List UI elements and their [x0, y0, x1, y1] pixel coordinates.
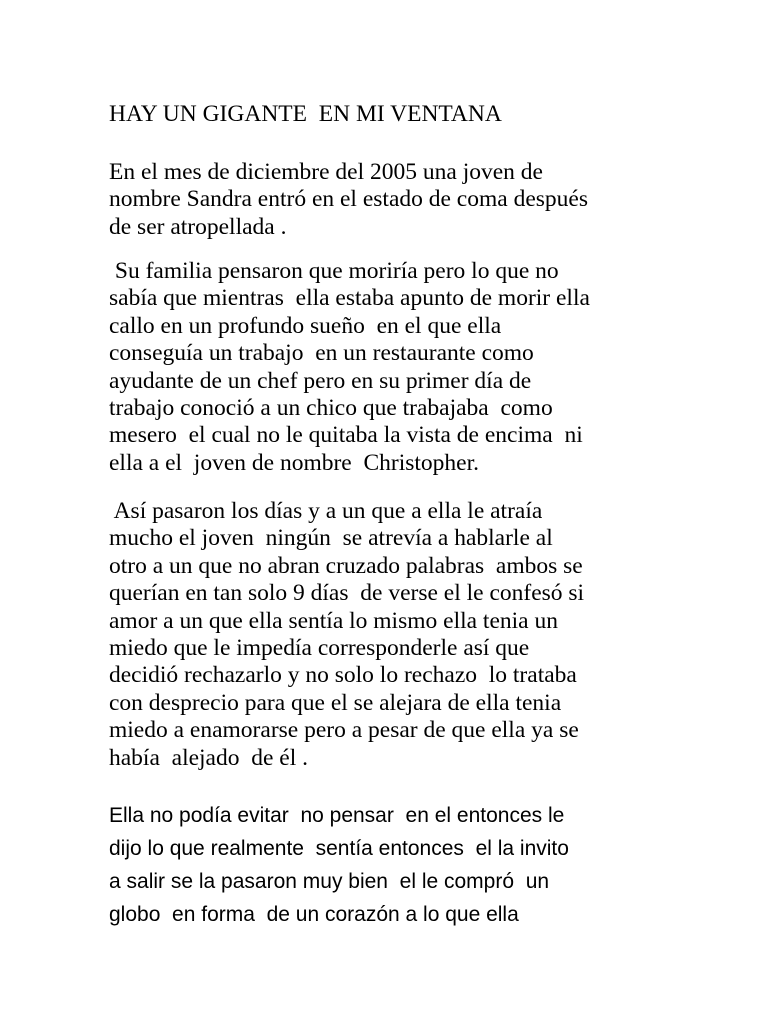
text-line: amor a un que ella sentía lo mismo ella tenia un: [109, 607, 558, 634]
paragraph-4: [109, 799, 749, 931]
text-line: había alejado de él .: [109, 744, 309, 771]
text-line: En el mes de diciembre del 2005 una joven de: [109, 159, 543, 185]
text-line: decidió rechazarlo y no solo lo rechazo lo trataba: [109, 662, 577, 689]
paragraph-2: [109, 258, 749, 477]
text-line: sabía que mientras ella estaba apunto de morir ella: [109, 285, 590, 312]
text-line: mesero el cual no le quitaba la vista de encima ni: [109, 422, 583, 449]
text-line: ella a el joven de nombre Christopher.: [109, 449, 480, 476]
text-line: Así pasaron los días y a un que a ella le atraía: [109, 498, 543, 524]
text-line: con desprecio para que el se alejara de ella tenia: [109, 689, 562, 716]
text-line: Ella no podía evitar no pensar en el entonces le: [109, 804, 565, 827]
text-line: a salir se la pasaron muy bien el le compró un: [109, 870, 550, 893]
text-line: miedo a enamorarse pero a pesar de que ella ya se: [109, 717, 579, 744]
text-line: trabajo conoció a un chico que trabajaba como: [109, 395, 553, 422]
paragraph-3: [109, 498, 749, 772]
text-line: nombre Sandra entró en el estado de coma después: [109, 186, 588, 213]
document-title: HAY UN GIGANTE EN MI VENTANA: [109, 101, 502, 127]
text-line: dijo lo que realmente sentía entonces el la invito: [109, 837, 569, 860]
text-line: ayudante de un chef pero en su primer día de: [109, 367, 532, 394]
text-line: conseguía un trabajo en un restaurante como: [109, 340, 534, 367]
text-line: querían en tan solo 9 días de verse el le confesó si: [109, 580, 585, 607]
text-line: miedo que le impedía corresponderle así que: [109, 635, 530, 662]
text-line: Su familia pensaron que moriría pero lo que no: [109, 258, 559, 284]
text-line: de ser atropellada .: [109, 213, 287, 240]
text-line: callo en un profundo sueño en el que ella: [109, 312, 502, 339]
text-line: globo en forma de un corazón a lo que ella: [109, 903, 519, 926]
paragraph-1: [109, 159, 749, 241]
text-line: mucho el joven ningún se atrevía a hablarle al: [109, 525, 553, 552]
text-line: otro a un que no abran cruzado palabras ambos se: [109, 552, 583, 579]
